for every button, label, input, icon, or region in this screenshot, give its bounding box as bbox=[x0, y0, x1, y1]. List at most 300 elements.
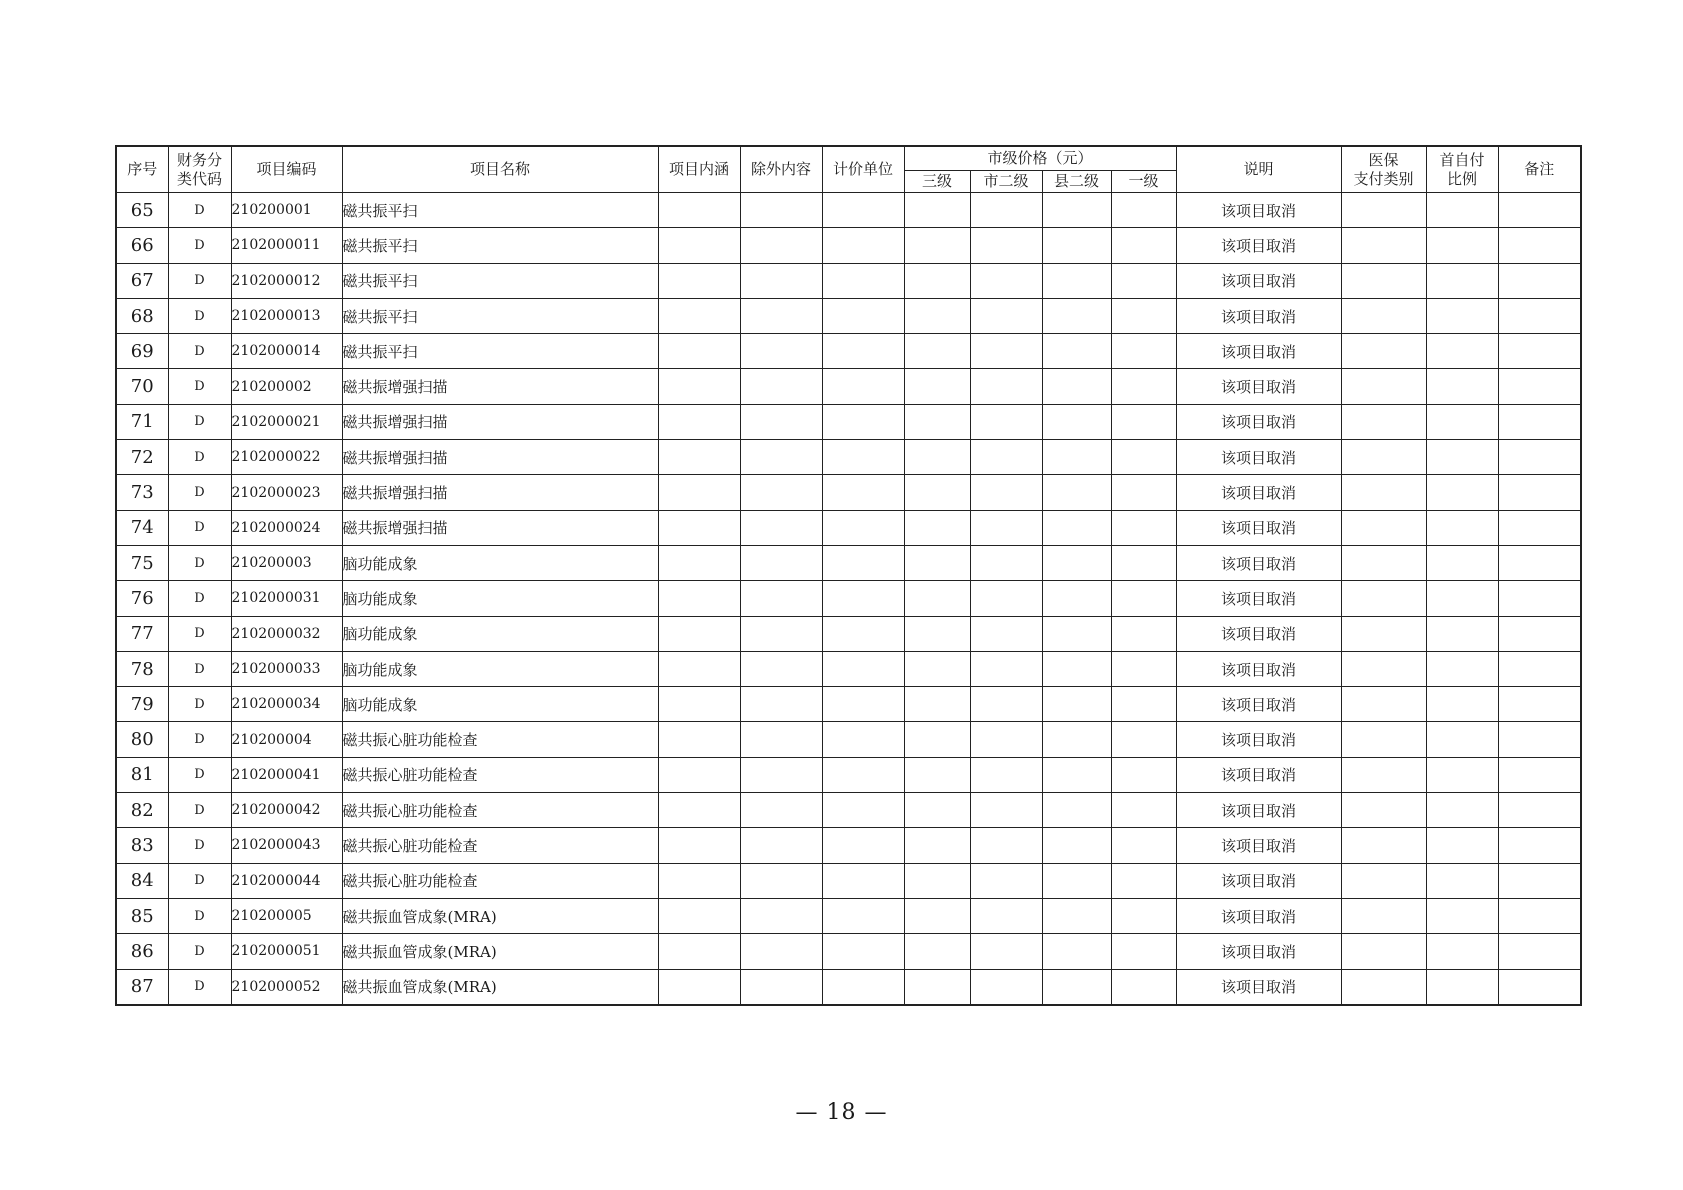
cell-price-city2 bbox=[970, 687, 1042, 722]
cell-item-name: 磁共振心脏功能检查 bbox=[342, 757, 658, 792]
cell-copay bbox=[1426, 934, 1498, 969]
cell-seq: 66 bbox=[116, 228, 168, 263]
cell-finance-code: D bbox=[168, 369, 231, 404]
cell-price-level1 bbox=[1111, 263, 1176, 298]
cell-insurance bbox=[1341, 510, 1426, 545]
table-row bbox=[116, 510, 1581, 545]
cell-remark: 该项目取消 bbox=[1176, 193, 1341, 228]
cell-price-level3 bbox=[904, 969, 970, 1005]
cell-remark: 该项目取消 bbox=[1176, 616, 1341, 651]
cell-price-level3 bbox=[904, 298, 970, 333]
table-row bbox=[116, 263, 1581, 298]
table-row bbox=[116, 687, 1581, 722]
cell-insurance bbox=[1341, 475, 1426, 510]
cell-copay bbox=[1426, 510, 1498, 545]
cell-finance-code: D bbox=[168, 440, 231, 475]
cell-item-name: 磁共振平扫 bbox=[342, 263, 658, 298]
header-remark: 说明 bbox=[1176, 146, 1341, 193]
cell-copay bbox=[1426, 969, 1498, 1005]
cell-unit bbox=[822, 193, 904, 228]
cell-exclusion bbox=[740, 863, 822, 898]
header-insurance-line1: 医保 bbox=[1368, 150, 1399, 169]
cell-copay bbox=[1426, 334, 1498, 369]
cell-memo bbox=[1498, 298, 1581, 333]
cell-seq: 71 bbox=[116, 404, 168, 439]
cell-connotation bbox=[658, 263, 740, 298]
cell-exclusion bbox=[740, 651, 822, 686]
header-level3: 三级 bbox=[904, 171, 970, 193]
cell-memo bbox=[1498, 440, 1581, 475]
cell-price-city2 bbox=[970, 934, 1042, 969]
cell-exclusion bbox=[740, 334, 822, 369]
cell-remark: 该项目取消 bbox=[1176, 475, 1341, 510]
cell-connotation bbox=[658, 863, 740, 898]
cell-seq: 69 bbox=[116, 334, 168, 369]
header-insurance-line2: 支付类别 bbox=[1353, 169, 1414, 188]
cell-item-name: 磁共振血管成象(MRA) bbox=[342, 934, 658, 969]
cell-copay bbox=[1426, 263, 1498, 298]
header-finance-code bbox=[168, 146, 231, 193]
cell-item-name: 磁共振增强扫描 bbox=[342, 510, 658, 545]
cell-price-city2 bbox=[970, 369, 1042, 404]
cell-seq: 79 bbox=[116, 687, 168, 722]
cell-memo bbox=[1498, 969, 1581, 1005]
cell-item-code: 2102000031 bbox=[231, 581, 342, 616]
cell-price-level1 bbox=[1111, 969, 1176, 1005]
cell-connotation bbox=[658, 969, 740, 1005]
cell-remark: 该项目取消 bbox=[1176, 581, 1341, 616]
cell-price-level1 bbox=[1111, 687, 1176, 722]
cell-memo bbox=[1498, 510, 1581, 545]
cell-item-name: 磁共振平扫 bbox=[342, 334, 658, 369]
cell-memo bbox=[1498, 828, 1581, 863]
table-row bbox=[116, 334, 1581, 369]
cell-item-code: 2102000013 bbox=[231, 298, 342, 333]
header-copay bbox=[1426, 146, 1498, 193]
cell-price-level3 bbox=[904, 793, 970, 828]
cell-unit bbox=[822, 793, 904, 828]
cell-price-county2 bbox=[1042, 828, 1111, 863]
cell-memo bbox=[1498, 545, 1581, 580]
cell-exclusion bbox=[740, 581, 822, 616]
table-row bbox=[116, 298, 1581, 333]
cell-price-county2 bbox=[1042, 616, 1111, 651]
cell-price-level1 bbox=[1111, 898, 1176, 933]
cell-memo bbox=[1498, 898, 1581, 933]
cell-price-level1 bbox=[1111, 228, 1176, 263]
cell-seq: 68 bbox=[116, 298, 168, 333]
cell-insurance bbox=[1341, 404, 1426, 439]
cell-price-level3 bbox=[904, 757, 970, 792]
cell-item-name: 磁共振增强扫描 bbox=[342, 369, 658, 404]
cell-memo bbox=[1498, 334, 1581, 369]
cell-price-city2 bbox=[970, 475, 1042, 510]
cell-finance-code: D bbox=[168, 510, 231, 545]
cell-item-name: 磁共振血管成象(MRA) bbox=[342, 898, 658, 933]
header-seq: 序号 bbox=[116, 146, 168, 193]
cell-copay bbox=[1426, 898, 1498, 933]
table-row bbox=[116, 193, 1581, 228]
cell-price-city2 bbox=[970, 193, 1042, 228]
table-row bbox=[116, 898, 1581, 933]
cell-price-county2 bbox=[1042, 334, 1111, 369]
cell-unit bbox=[822, 298, 904, 333]
cell-unit bbox=[822, 651, 904, 686]
cell-price-county2 bbox=[1042, 228, 1111, 263]
cell-price-level3 bbox=[904, 651, 970, 686]
cell-exclusion bbox=[740, 616, 822, 651]
cell-exclusion bbox=[740, 757, 822, 792]
cell-insurance bbox=[1341, 440, 1426, 475]
cell-remark: 该项目取消 bbox=[1176, 298, 1341, 333]
cell-remark: 该项目取消 bbox=[1176, 934, 1341, 969]
cell-price-level1 bbox=[1111, 545, 1176, 580]
cell-copay bbox=[1426, 475, 1498, 510]
cell-memo bbox=[1498, 616, 1581, 651]
cell-copay bbox=[1426, 193, 1498, 228]
cell-copay bbox=[1426, 404, 1498, 439]
cell-remark: 该项目取消 bbox=[1176, 334, 1341, 369]
header-price-group: 市级价格（元） bbox=[904, 146, 1176, 171]
cell-price-county2 bbox=[1042, 581, 1111, 616]
cell-insurance bbox=[1341, 898, 1426, 933]
cell-price-level1 bbox=[1111, 298, 1176, 333]
header-copay-line2: 比例 bbox=[1447, 169, 1478, 188]
cell-price-city2 bbox=[970, 757, 1042, 792]
cell-copay bbox=[1426, 828, 1498, 863]
cell-seq: 87 bbox=[116, 969, 168, 1005]
cell-price-level3 bbox=[904, 334, 970, 369]
cell-remark: 该项目取消 bbox=[1176, 793, 1341, 828]
header-item-name: 项目名称 bbox=[342, 146, 658, 193]
cell-unit bbox=[822, 934, 904, 969]
cell-insurance bbox=[1341, 263, 1426, 298]
cell-finance-code: D bbox=[168, 722, 231, 757]
cell-unit bbox=[822, 510, 904, 545]
header-memo: 备注 bbox=[1498, 146, 1581, 193]
cell-price-city2 bbox=[970, 228, 1042, 263]
cell-price-level3 bbox=[904, 228, 970, 263]
cell-memo bbox=[1498, 475, 1581, 510]
cell-copay bbox=[1426, 616, 1498, 651]
cell-seq: 75 bbox=[116, 545, 168, 580]
cell-exclusion bbox=[740, 969, 822, 1005]
cell-unit bbox=[822, 757, 904, 792]
cell-price-level1 bbox=[1111, 757, 1176, 792]
cell-item-name: 磁共振心脏功能检查 bbox=[342, 828, 658, 863]
cell-seq: 81 bbox=[116, 757, 168, 792]
cell-price-level3 bbox=[904, 898, 970, 933]
cell-finance-code: D bbox=[168, 404, 231, 439]
cell-finance-code: D bbox=[168, 898, 231, 933]
cell-insurance bbox=[1341, 545, 1426, 580]
cell-price-level3 bbox=[904, 616, 970, 651]
table-row bbox=[116, 651, 1581, 686]
cell-item-code: 2102000023 bbox=[231, 475, 342, 510]
cell-seq: 77 bbox=[116, 616, 168, 651]
cell-memo bbox=[1498, 863, 1581, 898]
cell-connotation bbox=[658, 440, 740, 475]
cell-price-level3 bbox=[904, 934, 970, 969]
cell-item-code: 210200002 bbox=[231, 369, 342, 404]
cell-price-level1 bbox=[1111, 863, 1176, 898]
cell-exclusion bbox=[740, 934, 822, 969]
cell-price-level1 bbox=[1111, 510, 1176, 545]
cell-item-name: 磁共振血管成象(MRA) bbox=[342, 969, 658, 1005]
cell-connotation bbox=[658, 616, 740, 651]
cell-connotation bbox=[658, 793, 740, 828]
cell-price-level1 bbox=[1111, 934, 1176, 969]
cell-seq: 85 bbox=[116, 898, 168, 933]
cell-finance-code: D bbox=[168, 757, 231, 792]
cell-remark: 该项目取消 bbox=[1176, 898, 1341, 933]
cell-copay bbox=[1426, 757, 1498, 792]
cell-insurance bbox=[1341, 722, 1426, 757]
cell-copay bbox=[1426, 545, 1498, 580]
cell-seq: 86 bbox=[116, 934, 168, 969]
cell-price-city2 bbox=[970, 616, 1042, 651]
table-row bbox=[116, 828, 1581, 863]
cell-price-level1 bbox=[1111, 581, 1176, 616]
cell-memo bbox=[1498, 757, 1581, 792]
cell-connotation bbox=[658, 475, 740, 510]
cell-unit bbox=[822, 722, 904, 757]
table-row bbox=[116, 793, 1581, 828]
cell-seq: 73 bbox=[116, 475, 168, 510]
cell-item-code: 2102000033 bbox=[231, 651, 342, 686]
table-row bbox=[116, 369, 1581, 404]
cell-finance-code: D bbox=[168, 228, 231, 263]
cell-price-city2 bbox=[970, 440, 1042, 475]
cell-item-code: 2102000011 bbox=[231, 228, 342, 263]
cell-price-level1 bbox=[1111, 616, 1176, 651]
cell-seq: 82 bbox=[116, 793, 168, 828]
cell-item-name: 磁共振增强扫描 bbox=[342, 440, 658, 475]
header-level1: 一级 bbox=[1111, 171, 1176, 193]
table-row bbox=[116, 404, 1581, 439]
cell-price-county2 bbox=[1042, 934, 1111, 969]
table-row bbox=[116, 969, 1581, 1005]
cell-exclusion bbox=[740, 193, 822, 228]
header-exclusion: 除外内容 bbox=[740, 146, 822, 193]
cell-finance-code: D bbox=[168, 298, 231, 333]
cell-item-code: 2102000024 bbox=[231, 510, 342, 545]
cell-exclusion bbox=[740, 404, 822, 439]
cell-seq: 84 bbox=[116, 863, 168, 898]
cell-item-name: 脑功能成象 bbox=[342, 687, 658, 722]
cell-finance-code: D bbox=[168, 687, 231, 722]
cell-connotation bbox=[658, 404, 740, 439]
cell-price-level1 bbox=[1111, 828, 1176, 863]
cell-insurance bbox=[1341, 934, 1426, 969]
cell-price-city2 bbox=[970, 793, 1042, 828]
cell-finance-code: D bbox=[168, 545, 231, 580]
cell-item-code: 210200001 bbox=[231, 193, 342, 228]
cell-remark: 该项目取消 bbox=[1176, 651, 1341, 686]
cell-item-code: 2102000043 bbox=[231, 828, 342, 863]
cell-connotation bbox=[658, 651, 740, 686]
cell-connotation bbox=[658, 581, 740, 616]
cell-price-level3 bbox=[904, 475, 970, 510]
cell-unit bbox=[822, 545, 904, 580]
cell-connotation bbox=[658, 193, 740, 228]
cell-price-county2 bbox=[1042, 687, 1111, 722]
cell-seq: 74 bbox=[116, 510, 168, 545]
header-county2: 县二级 bbox=[1042, 171, 1111, 193]
cell-memo bbox=[1498, 687, 1581, 722]
cell-connotation bbox=[658, 828, 740, 863]
cell-exclusion bbox=[740, 475, 822, 510]
cell-item-name: 脑功能成象 bbox=[342, 651, 658, 686]
cell-memo bbox=[1498, 651, 1581, 686]
cell-connotation bbox=[658, 369, 740, 404]
cell-item-name: 脑功能成象 bbox=[342, 545, 658, 580]
cell-finance-code: D bbox=[168, 969, 231, 1005]
cell-price-level3 bbox=[904, 510, 970, 545]
cell-price-city2 bbox=[970, 969, 1042, 1005]
cell-price-level1 bbox=[1111, 722, 1176, 757]
cell-price-level1 bbox=[1111, 334, 1176, 369]
cell-memo bbox=[1498, 581, 1581, 616]
cell-finance-code: D bbox=[168, 934, 231, 969]
cell-unit bbox=[822, 334, 904, 369]
cell-item-code: 2102000051 bbox=[231, 934, 342, 969]
cell-price-city2 bbox=[970, 828, 1042, 863]
cell-connotation bbox=[658, 687, 740, 722]
cell-price-city2 bbox=[970, 581, 1042, 616]
cell-finance-code: D bbox=[168, 616, 231, 651]
cell-memo bbox=[1498, 934, 1581, 969]
cell-remark: 该项目取消 bbox=[1176, 545, 1341, 580]
cell-price-level1 bbox=[1111, 793, 1176, 828]
cell-connotation bbox=[658, 934, 740, 969]
cell-price-level3 bbox=[904, 440, 970, 475]
price-table bbox=[115, 145, 1582, 1006]
cell-connotation bbox=[658, 722, 740, 757]
cell-price-county2 bbox=[1042, 863, 1111, 898]
cell-insurance bbox=[1341, 193, 1426, 228]
cell-item-code: 2102000022 bbox=[231, 440, 342, 475]
table-row bbox=[116, 581, 1581, 616]
cell-price-county2 bbox=[1042, 651, 1111, 686]
cell-copay bbox=[1426, 863, 1498, 898]
cell-connotation bbox=[658, 298, 740, 333]
cell-exclusion bbox=[740, 369, 822, 404]
cell-copay bbox=[1426, 722, 1498, 757]
cell-price-city2 bbox=[970, 545, 1042, 580]
cell-item-name: 磁共振心脏功能检查 bbox=[342, 793, 658, 828]
cell-unit bbox=[822, 616, 904, 651]
cell-unit bbox=[822, 404, 904, 439]
cell-unit bbox=[822, 828, 904, 863]
cell-memo bbox=[1498, 404, 1581, 439]
cell-unit bbox=[822, 369, 904, 404]
cell-item-code: 2102000034 bbox=[231, 687, 342, 722]
cell-insurance bbox=[1341, 793, 1426, 828]
cell-price-city2 bbox=[970, 298, 1042, 333]
header-connotation: 项目内涵 bbox=[658, 146, 740, 193]
cell-price-level1 bbox=[1111, 440, 1176, 475]
cell-memo bbox=[1498, 722, 1581, 757]
cell-remark: 该项目取消 bbox=[1176, 369, 1341, 404]
cell-remark: 该项目取消 bbox=[1176, 722, 1341, 757]
cell-remark: 该项目取消 bbox=[1176, 969, 1341, 1005]
header-copay-line1: 首自付 bbox=[1439, 150, 1485, 169]
cell-price-county2 bbox=[1042, 722, 1111, 757]
cell-price-county2 bbox=[1042, 757, 1111, 792]
cell-insurance bbox=[1341, 828, 1426, 863]
cell-memo bbox=[1498, 263, 1581, 298]
cell-remark: 该项目取消 bbox=[1176, 228, 1341, 263]
cell-copay bbox=[1426, 298, 1498, 333]
cell-unit bbox=[822, 969, 904, 1005]
cell-price-county2 bbox=[1042, 475, 1111, 510]
cell-exclusion bbox=[740, 298, 822, 333]
cell-insurance bbox=[1341, 687, 1426, 722]
cell-item-code: 2102000044 bbox=[231, 863, 342, 898]
cell-exclusion bbox=[740, 793, 822, 828]
cell-price-county2 bbox=[1042, 440, 1111, 475]
cell-exclusion bbox=[740, 687, 822, 722]
cell-item-name: 磁共振增强扫描 bbox=[342, 404, 658, 439]
cell-remark: 该项目取消 bbox=[1176, 510, 1341, 545]
table-row bbox=[116, 475, 1581, 510]
cell-price-level1 bbox=[1111, 404, 1176, 439]
cell-item-name: 磁共振平扫 bbox=[342, 228, 658, 263]
price-table-sheet bbox=[115, 145, 1582, 1006]
cell-price-county2 bbox=[1042, 263, 1111, 298]
table-row bbox=[116, 934, 1581, 969]
cell-unit bbox=[822, 863, 904, 898]
cell-price-level3 bbox=[904, 722, 970, 757]
cell-exclusion bbox=[740, 263, 822, 298]
cell-price-city2 bbox=[970, 863, 1042, 898]
cell-price-county2 bbox=[1042, 545, 1111, 580]
cell-item-code: 210200004 bbox=[231, 722, 342, 757]
cell-seq: 80 bbox=[116, 722, 168, 757]
cell-price-city2 bbox=[970, 651, 1042, 686]
cell-remark: 该项目取消 bbox=[1176, 440, 1341, 475]
cell-finance-code: D bbox=[168, 828, 231, 863]
cell-memo bbox=[1498, 228, 1581, 263]
cell-item-code: 2102000032 bbox=[231, 616, 342, 651]
cell-exclusion bbox=[740, 440, 822, 475]
cell-finance-code: D bbox=[168, 581, 231, 616]
cell-connotation bbox=[658, 898, 740, 933]
cell-connotation bbox=[658, 545, 740, 580]
cell-memo bbox=[1498, 793, 1581, 828]
cell-item-code: 2102000052 bbox=[231, 969, 342, 1005]
cell-remark: 该项目取消 bbox=[1176, 687, 1341, 722]
cell-finance-code: D bbox=[168, 263, 231, 298]
cell-insurance bbox=[1341, 228, 1426, 263]
cell-price-level3 bbox=[904, 545, 970, 580]
cell-price-level3 bbox=[904, 828, 970, 863]
cell-insurance bbox=[1341, 757, 1426, 792]
cell-unit bbox=[822, 898, 904, 933]
cell-price-level3 bbox=[904, 404, 970, 439]
cell-price-level1 bbox=[1111, 369, 1176, 404]
table-header bbox=[116, 146, 1581, 193]
table-row bbox=[116, 228, 1581, 263]
cell-seq: 70 bbox=[116, 369, 168, 404]
cell-price-level3 bbox=[904, 263, 970, 298]
cell-price-county2 bbox=[1042, 369, 1111, 404]
cell-price-county2 bbox=[1042, 969, 1111, 1005]
cell-copay bbox=[1426, 651, 1498, 686]
cell-remark: 该项目取消 bbox=[1176, 263, 1341, 298]
cell-unit bbox=[822, 687, 904, 722]
